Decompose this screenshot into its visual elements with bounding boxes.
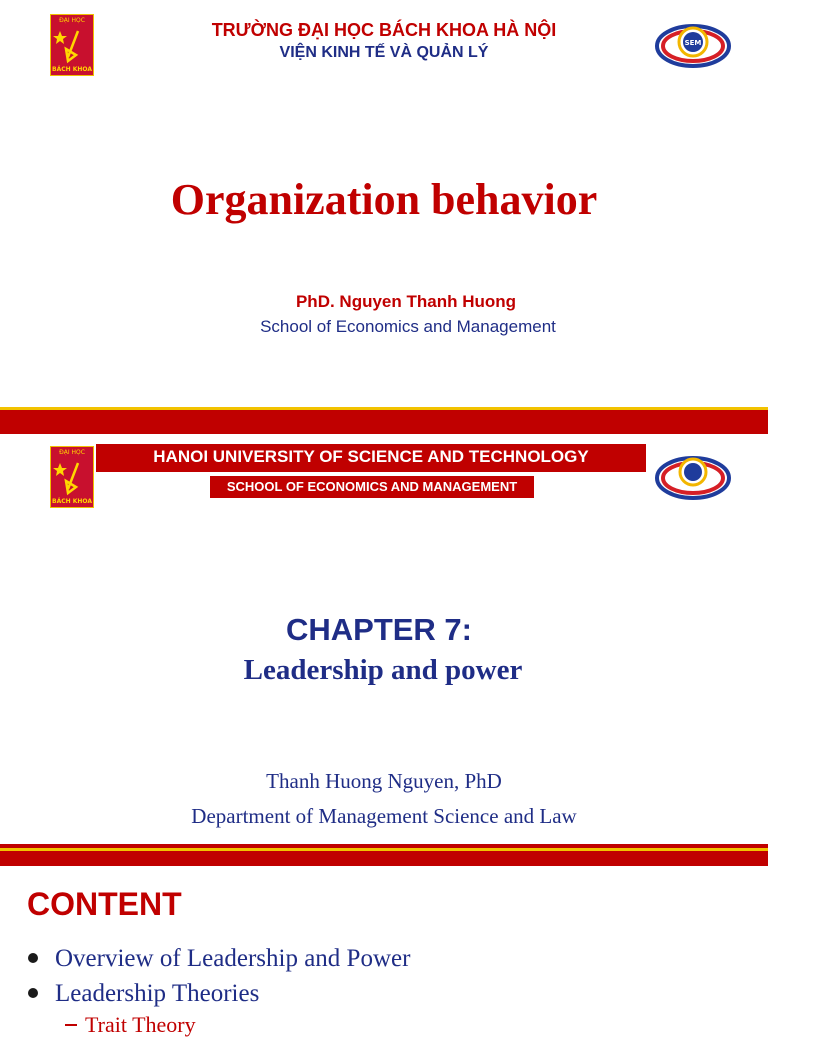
content-heading: CONTENT: [27, 886, 182, 922]
chapter-title: Leadership and power: [243, 654, 523, 686]
logo-top-text: ĐẠI HỌC: [51, 15, 93, 27]
university-name: TRƯỜNG ĐẠI HỌC BÁCH KHOA HÀ NỘI: [211, 20, 557, 40]
sem-logo-icon: [654, 450, 732, 502]
sub-bullet-icon: [65, 1024, 77, 1026]
slide-title: [0, 0, 768, 410]
content-item-1: Overview of Leadership and Power: [55, 945, 411, 972]
slide2-footer-band: [0, 851, 768, 866]
institute-name: VIỆN KINH TẾ VÀ QUẢN LÝ: [279, 44, 489, 61]
hust-logo: [50, 14, 94, 76]
author-name: PhD. Nguyen Thanh Huong: [295, 292, 517, 311]
school-name: SCHOOL OF ECONOMICS AND MANAGEMENT: [226, 479, 518, 494]
logo-bottom-text: BÁCH KHOA: [52, 66, 92, 73]
chapter-number: CHAPTER 7:: [285, 612, 472, 647]
logo-bottom-text: BÁCH KHOA: [52, 498, 92, 505]
school-name: School of Economics and Management: [260, 317, 556, 336]
logo-top-text: ĐẠI HỌC: [51, 447, 93, 459]
university-name: HANOI UNIVERSITY OF SCIENCE AND TECHNOLOGY: [153, 447, 589, 466]
hust-emblem-icon: [54, 459, 90, 497]
hust-emblem-icon: [54, 27, 90, 65]
department-name: Department of Management Science and Law: [191, 804, 577, 828]
bullet-icon: [28, 988, 38, 998]
sem-logo-text: SEM: [684, 39, 702, 47]
content-subitem-partial: Trait Theory: [85, 1012, 196, 1037]
slide1-footer-band: [0, 414, 768, 434]
hust-logo: [50, 446, 94, 508]
sem-logo-icon: [654, 18, 732, 70]
slide-chapter: [0, 434, 768, 844]
presentation-title: Organization behavior: [170, 175, 598, 224]
slide-content: [0, 866, 768, 1037]
bullet-icon: [28, 953, 38, 963]
content-item-2: Leadership Theories: [55, 980, 260, 1007]
chapter-author: Thanh Huong Nguyen, PhD: [266, 769, 502, 793]
